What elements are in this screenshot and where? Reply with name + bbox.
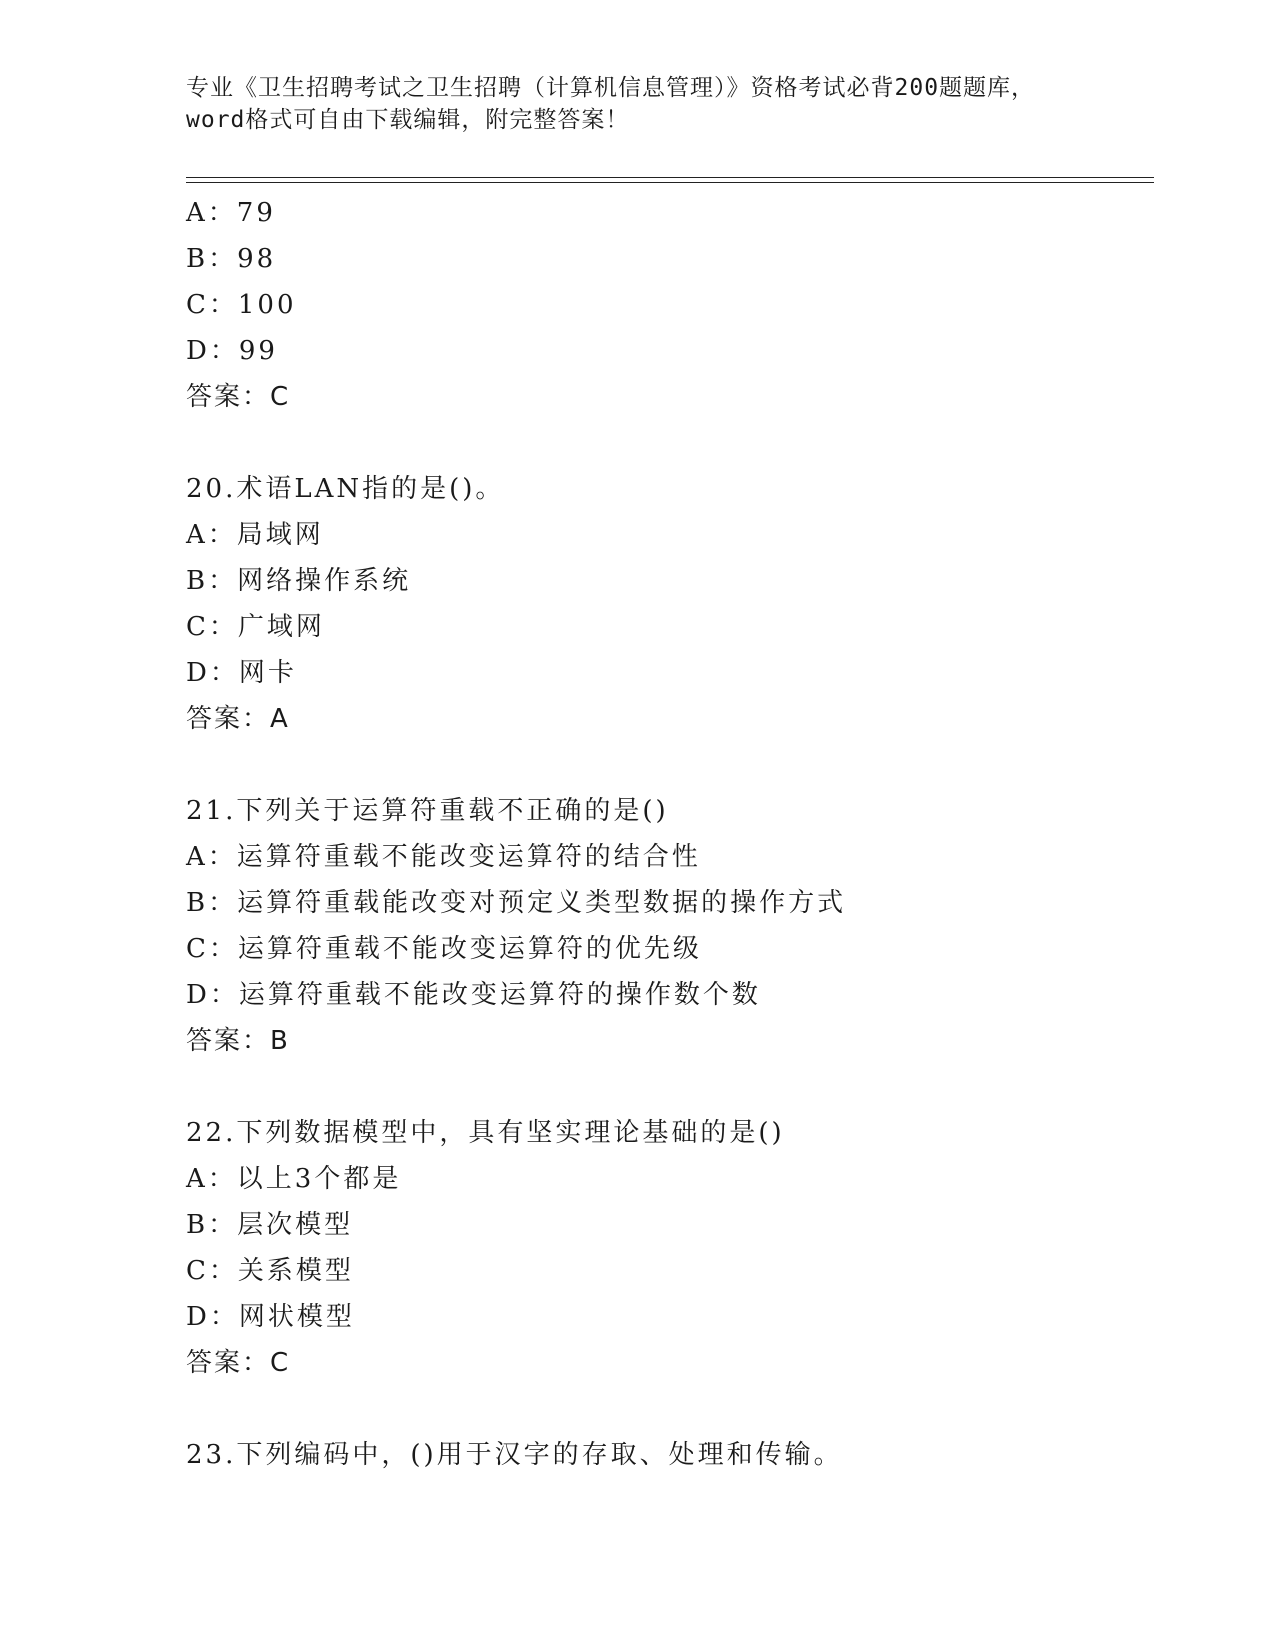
- option-c: C：关系模型: [186, 1256, 354, 1286]
- option-d: D：99: [186, 336, 278, 366]
- option-b: B：98: [186, 244, 277, 274]
- answer-line: 答案：C: [186, 1348, 291, 1378]
- option-b: B：运算符重载能改变对预定义类型数据的操作方式: [186, 888, 847, 918]
- header-divider-bottom: [186, 182, 1154, 183]
- header-line-2: word格式可自由下载编辑，附完整答案！: [186, 107, 630, 133]
- option-c: C：运算符重载不能改变运算符的优先级: [186, 934, 702, 964]
- question-stem: 23.下列编码中，()用于汉字的存取、处理和传输。: [186, 1440, 843, 1470]
- option-d: D：网状模型: [186, 1302, 355, 1332]
- option-a: A：局域网: [186, 520, 324, 550]
- option-b: B：层次模型: [186, 1210, 354, 1240]
- option-b: B：网络操作系统: [186, 566, 412, 596]
- answer-line: 答案：A: [186, 704, 290, 734]
- option-c: C：广域网: [186, 612, 325, 642]
- answer-line: 答案：C: [186, 382, 291, 412]
- option-a: A：79: [186, 198, 276, 228]
- answer-line: 答案：B: [186, 1026, 290, 1056]
- question-stem: 21.下列关于运算符重载不正确的是(): [186, 796, 669, 826]
- option-a: A：运算符重载不能改变运算符的结合性: [186, 842, 701, 872]
- option-d: D：运算符重载不能改变运算符的操作数个数: [186, 980, 761, 1010]
- document-header: [186, 72, 1086, 136]
- question-stem: 22.下列数据模型中，具有坚实理论基础的是(): [186, 1118, 785, 1148]
- question-list: [186, 190, 1146, 1478]
- header-line-1: 专业《卫生招聘考试之卫生招聘（计算机信息管理）》资格考试必背200题题库，: [186, 75, 1036, 101]
- option-a: A：以上3个都是: [186, 1164, 402, 1194]
- option-d: D：网卡: [186, 658, 297, 688]
- question-stem: 20.术语LAN指的是()。: [186, 474, 505, 504]
- header-divider-top: [186, 177, 1154, 178]
- option-c: C：100: [186, 290, 297, 320]
